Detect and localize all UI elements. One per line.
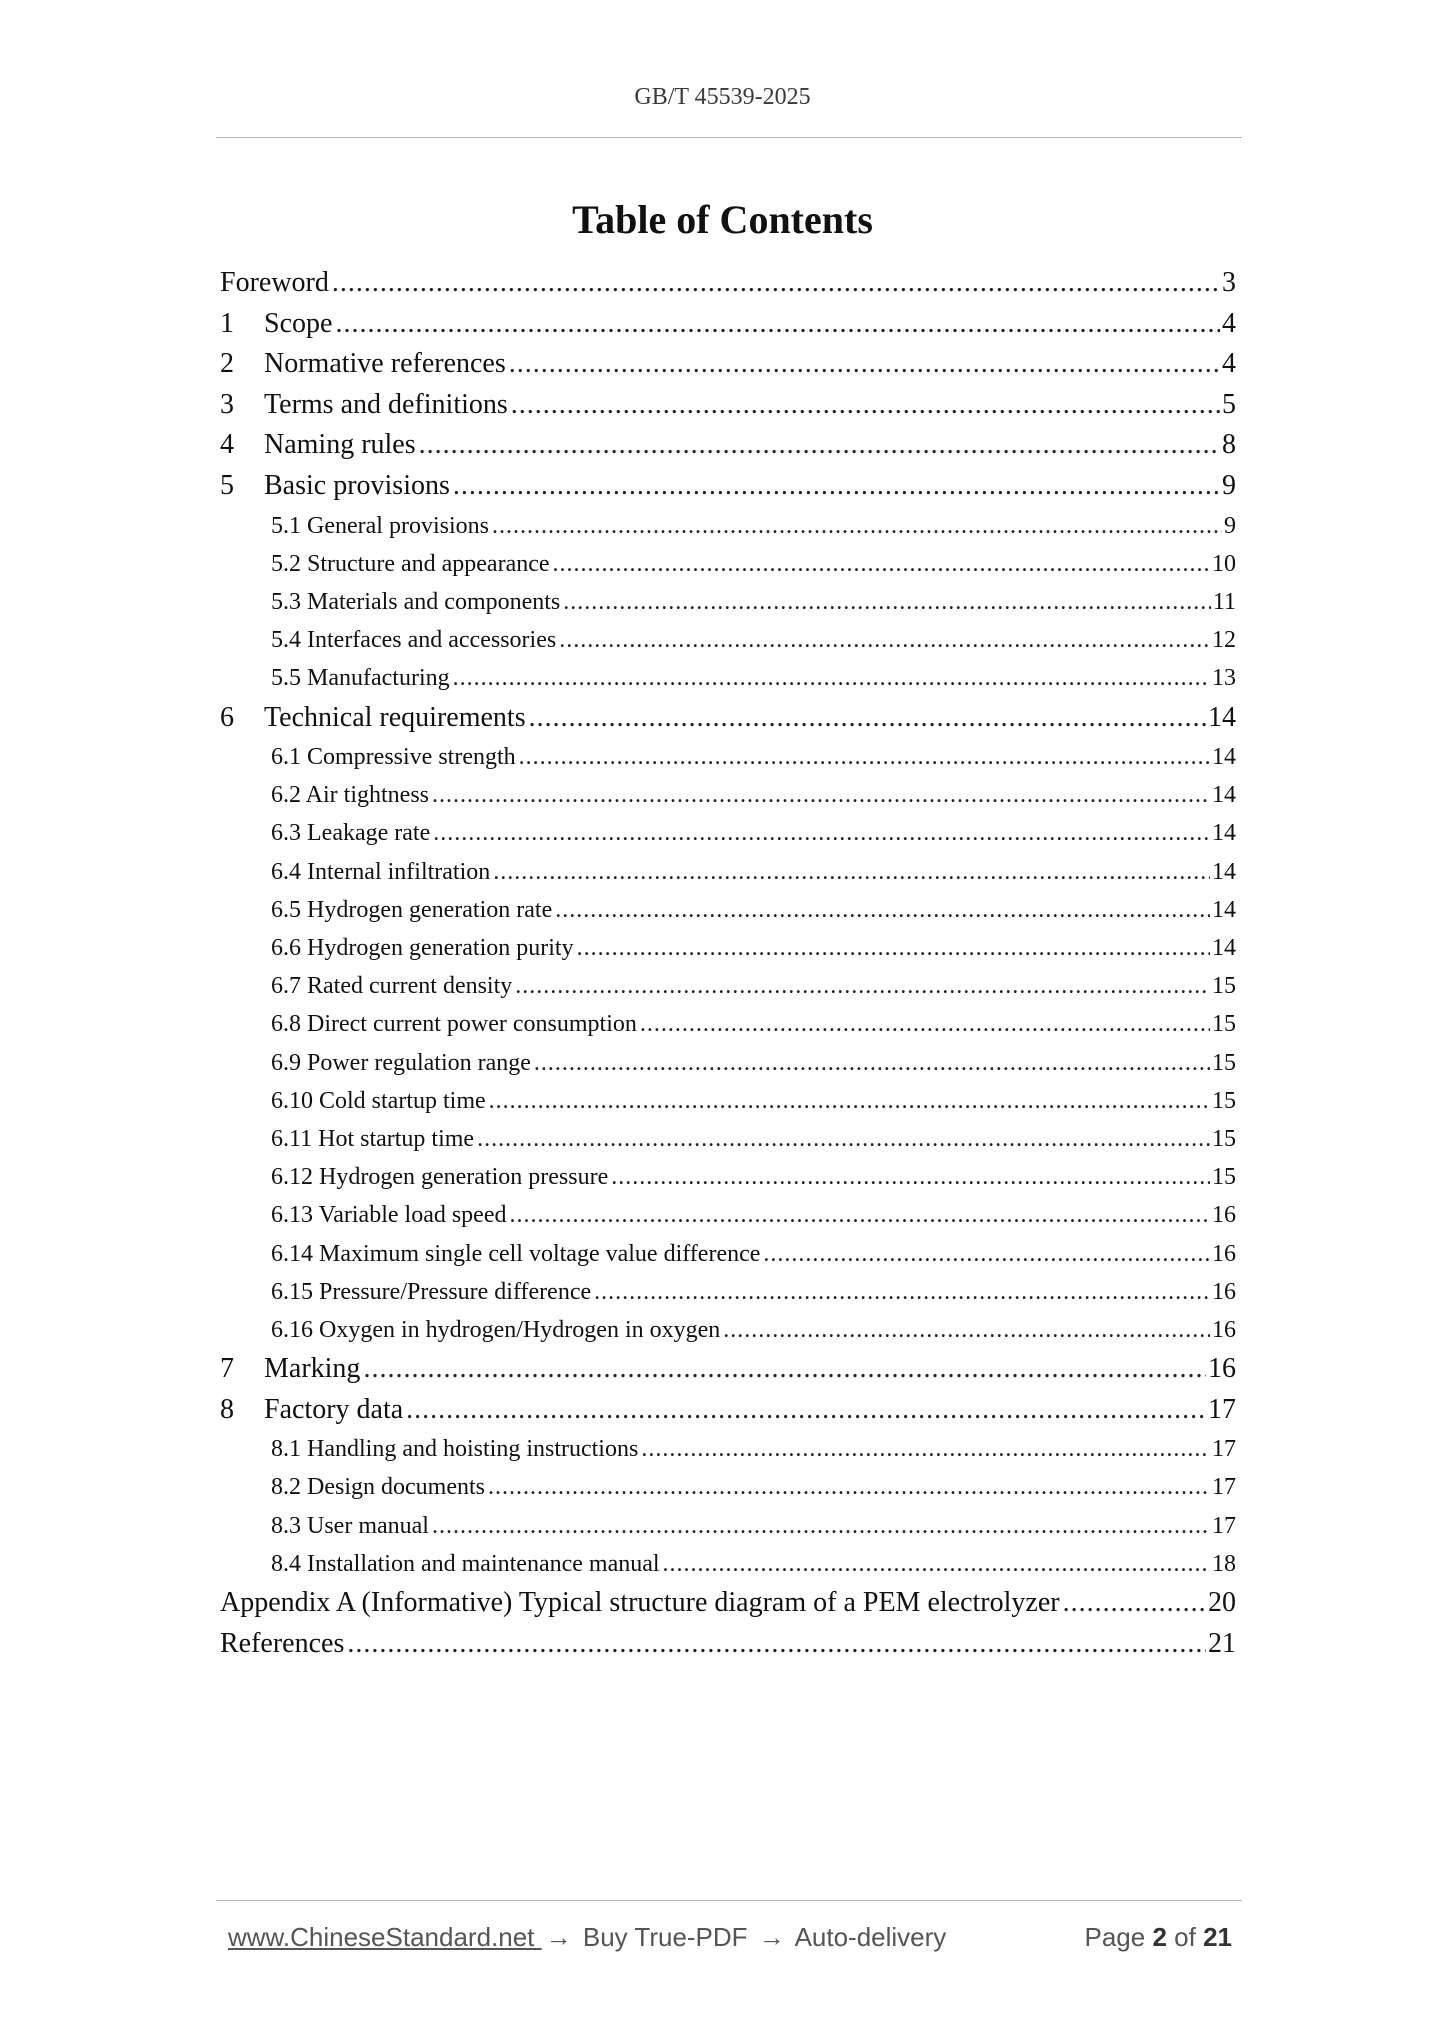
toc-entry-label: 5.5 Manufacturing	[271, 665, 450, 692]
dot-leader	[335, 304, 1220, 345]
toc-entry-label: 6.1 Compressive strength	[271, 744, 516, 771]
dot-leader	[419, 425, 1220, 466]
toc-entry-label: 6.14 Maximum single cell voltage value difference	[271, 1240, 761, 1267]
toc-page-number: 15	[1212, 1087, 1236, 1114]
dot-leader	[363, 1349, 1206, 1390]
toc-page-number: 14	[1212, 896, 1236, 923]
toc-page-number: 16	[1208, 1353, 1236, 1385]
toc-page-number: 14	[1212, 782, 1236, 809]
toc-entry[interactable]	[220, 466, 1236, 507]
dot-leader	[493, 853, 1210, 891]
dot-leader	[509, 344, 1220, 385]
toc-entry-label: 6.7 Rated current density	[271, 973, 513, 1000]
toc-page-number: 15	[1212, 973, 1236, 1000]
dot-leader	[519, 738, 1210, 776]
dot-leader	[347, 1624, 1206, 1665]
toc-subentry[interactable]	[220, 891, 1236, 929]
toc-page-number: 15	[1212, 1125, 1236, 1152]
toc-entry[interactable]	[220, 304, 1236, 345]
toc-entry-number: 1	[220, 307, 234, 339]
dot-leader	[663, 1545, 1210, 1583]
dot-leader	[1063, 1583, 1206, 1624]
toc-subentry[interactable]	[220, 1311, 1236, 1349]
toc-entry-number: 3	[220, 388, 234, 420]
toc-page-number: 16	[1212, 1316, 1236, 1343]
toc-entry[interactable]	[220, 1390, 1236, 1431]
toc-page-number: 17	[1212, 1512, 1236, 1539]
toc-entry-label: 5.2 Structure and appearance	[271, 550, 550, 577]
dot-leader	[453, 659, 1210, 697]
of-word: of	[1174, 1922, 1196, 1952]
toc-subentry[interactable]	[220, 1235, 1236, 1273]
dot-leader	[640, 1005, 1210, 1043]
toc-entry-label: 6.4 Internal infiltration	[271, 858, 491, 885]
toc-subentry[interactable]	[220, 1044, 1236, 1082]
toc-entry-number: 5	[220, 469, 234, 501]
toc-entry-label: 6.3 Leakage rate	[271, 820, 431, 847]
toc-page-number: 16	[1212, 1240, 1236, 1267]
toc-entry[interactable]	[220, 1583, 1236, 1624]
toc-page-number: 4	[1222, 307, 1236, 339]
toc-page-number: 13	[1212, 665, 1236, 692]
toc-entry-label: Naming rules	[264, 429, 416, 461]
toc-page-number: 21	[1208, 1627, 1236, 1659]
toc-entry-label: 6.8 Direct current power consumption	[271, 1011, 637, 1038]
toc-page-number: 14	[1212, 820, 1236, 847]
dot-leader	[611, 1158, 1210, 1196]
toc-page-number: 5	[1222, 388, 1236, 420]
toc-entry[interactable]	[220, 1349, 1236, 1390]
toc-entry-label: 8.2 Design documents	[271, 1474, 485, 1501]
dot-leader	[432, 776, 1210, 814]
toc-entry-label: Foreword	[220, 267, 329, 298]
dot-leader	[511, 385, 1220, 426]
toc-entry-label: 8.1 Handling and hoisting instructions	[271, 1436, 639, 1463]
toc-entry-label: 6.6 Hydrogen generation purity	[271, 935, 574, 962]
toc-entry-label: Technical requirements	[264, 701, 526, 733]
toc-entry[interactable]	[220, 385, 1236, 426]
toc-entry-label: Terms and definitions	[264, 388, 508, 420]
dot-leader	[515, 967, 1210, 1005]
dot-leader	[433, 814, 1210, 852]
toc-entry[interactable]	[220, 263, 1236, 304]
toc-entry[interactable]	[220, 698, 1236, 739]
toc-subentry[interactable]	[220, 929, 1236, 967]
toc-entry-label: 8.3 User manual	[271, 1512, 429, 1539]
toc-page-number: 12	[1212, 627, 1236, 654]
toc-entry-label: 6.11 Hot startup time	[271, 1125, 475, 1152]
toc-subentry[interactable]	[220, 1120, 1236, 1158]
toc-entry-label: 5.1 General provisions	[271, 512, 489, 539]
toc-subentry[interactable]	[220, 1196, 1236, 1234]
toc-page-number: 18	[1212, 1550, 1236, 1577]
toc-subentry[interactable]	[220, 1468, 1236, 1506]
toc-page-number: 9	[1224, 512, 1236, 539]
toc-page-number: 11	[1212, 588, 1236, 615]
header-rule	[216, 137, 1242, 138]
page-indicator	[1084, 1922, 1232, 1953]
toc-subentry[interactable]	[220, 814, 1236, 852]
toc-entry-label: 6.9 Power regulation range	[271, 1049, 531, 1076]
dot-leader	[577, 929, 1210, 967]
toc-entry[interactable]	[220, 425, 1236, 466]
toc-subentry[interactable]	[220, 583, 1236, 621]
toc-page-number: 14	[1212, 935, 1236, 962]
toc-page-number: 20	[1208, 1587, 1236, 1619]
toc-subentry[interactable]	[220, 1158, 1236, 1196]
footer-left	[228, 1922, 946, 1953]
toc-page-number: 17	[1208, 1393, 1236, 1425]
dot-leader	[763, 1235, 1210, 1273]
dot-leader	[559, 621, 1210, 659]
running-header: GB/T 45539-2025	[634, 84, 811, 110]
page-word: Page	[1084, 1922, 1146, 1952]
footer-rule	[216, 1900, 1242, 1901]
toc-entry[interactable]	[220, 344, 1236, 385]
toc-subentry[interactable]	[220, 507, 1236, 545]
table-of-contents	[220, 263, 1236, 1664]
toc-page-number: 3	[1222, 267, 1236, 298]
toc-entry-label: 6.15 Pressure/Pressure difference	[271, 1278, 592, 1305]
toc-entry-label: Scope	[264, 307, 333, 339]
toc-page-number: 15	[1212, 1164, 1236, 1191]
dot-leader	[723, 1311, 1210, 1349]
dot-leader	[489, 1082, 1210, 1120]
toc-entry-label: 6.13 Variable load speed	[271, 1202, 507, 1229]
toc-subentry[interactable]	[220, 853, 1236, 891]
toc-entry-label: 8.4 Installation and maintenance manual	[271, 1550, 660, 1577]
dot-leader	[477, 1120, 1210, 1158]
total-pages-number: 21	[1203, 1922, 1232, 1952]
toc-subentry[interactable]	[220, 1273, 1236, 1311]
dot-leader	[553, 545, 1210, 583]
toc-entry-label: Appendix A (Informative) Typical structure diagram of a PEM electrolyzer	[220, 1587, 1060, 1619]
toc-entry-label: Basic provisions	[264, 469, 450, 501]
page-title: Table of Contents	[572, 197, 873, 242]
dot-leader	[563, 583, 1211, 621]
toc-subentry[interactable]	[220, 659, 1236, 697]
toc-entry-number: 4	[220, 429, 234, 461]
auto-delivery-text: Auto-delivery	[788, 1922, 947, 1952]
dot-leader	[432, 1507, 1210, 1545]
toc-page-number: 14	[1208, 701, 1236, 733]
toc-entry-number: 6	[220, 701, 234, 733]
current-page-number: 2	[1152, 1922, 1167, 1952]
dot-leader	[510, 1196, 1211, 1234]
toc-entry-number: 8	[220, 1393, 234, 1425]
buy-pdf-text: Buy True-PDF	[575, 1922, 755, 1952]
toc-page-number: 8	[1222, 429, 1236, 461]
dot-leader	[529, 698, 1206, 739]
toc-entry-label: 6.10 Cold startup time	[271, 1087, 486, 1114]
toc-subentry[interactable]	[220, 1082, 1236, 1120]
dot-leader	[534, 1044, 1210, 1082]
toc-entry-number: 7	[220, 1353, 234, 1385]
toc-entry-label: 6.2 Air tightness	[271, 782, 430, 809]
toc-subentry[interactable]	[220, 545, 1236, 583]
toc-page-number: 14	[1212, 744, 1236, 771]
toc-entry-number: 2	[220, 348, 234, 380]
toc-page-number: 14	[1212, 858, 1236, 885]
toc-page-number: 9	[1222, 469, 1236, 501]
toc-page-number: 10	[1212, 550, 1236, 577]
toc-subentry[interactable]	[220, 1430, 1236, 1468]
toc-entry-label: 5.3 Materials and components	[271, 588, 561, 615]
arrow-right-icon: →	[545, 1922, 572, 1952]
dot-leader	[641, 1430, 1210, 1468]
toc-entry[interactable]	[220, 1624, 1236, 1665]
toc-subentry[interactable]	[220, 1005, 1236, 1043]
toc-page-number: 15	[1212, 1011, 1236, 1038]
dot-leader	[492, 507, 1222, 545]
toc-subentry[interactable]	[220, 738, 1236, 776]
arrow-right-icon: →	[758, 1922, 785, 1952]
toc-subentry[interactable]	[220, 1507, 1236, 1545]
toc-page-number: 15	[1212, 1049, 1236, 1076]
dot-leader	[332, 263, 1220, 304]
toc-entry-label: Marking	[264, 1353, 361, 1385]
toc-subentry[interactable]	[220, 621, 1236, 659]
dot-leader	[406, 1390, 1206, 1431]
toc-entry-label: 6.12 Hydrogen generation pressure	[271, 1164, 609, 1191]
toc-subentry[interactable]	[220, 776, 1236, 814]
website-link[interactable]: www.ChineseStandard.net	[228, 1922, 542, 1952]
toc-entry-label: Normative references	[264, 348, 506, 380]
toc-page-number: 16	[1212, 1202, 1236, 1229]
toc-page-number: 17	[1212, 1436, 1236, 1463]
toc-subentry[interactable]	[220, 967, 1236, 1005]
toc-entry-label: References	[220, 1627, 345, 1659]
toc-page-number: 17	[1212, 1474, 1236, 1501]
dot-leader	[453, 466, 1220, 507]
toc-entry-label: Factory data	[264, 1393, 404, 1425]
dot-leader	[594, 1273, 1210, 1311]
toc-subentry[interactable]	[220, 1545, 1236, 1583]
toc-page-number: 4	[1222, 348, 1236, 380]
toc-entry-label: 6.16 Oxygen in hydrogen/Hydrogen in oxygen	[271, 1316, 721, 1343]
toc-entry-label: 6.5 Hydrogen generation rate	[271, 896, 553, 923]
toc-page-number: 16	[1212, 1278, 1236, 1305]
dot-leader	[555, 891, 1210, 929]
dot-leader	[488, 1468, 1210, 1506]
toc-entry-label: 5.4 Interfaces and accessories	[271, 627, 557, 654]
